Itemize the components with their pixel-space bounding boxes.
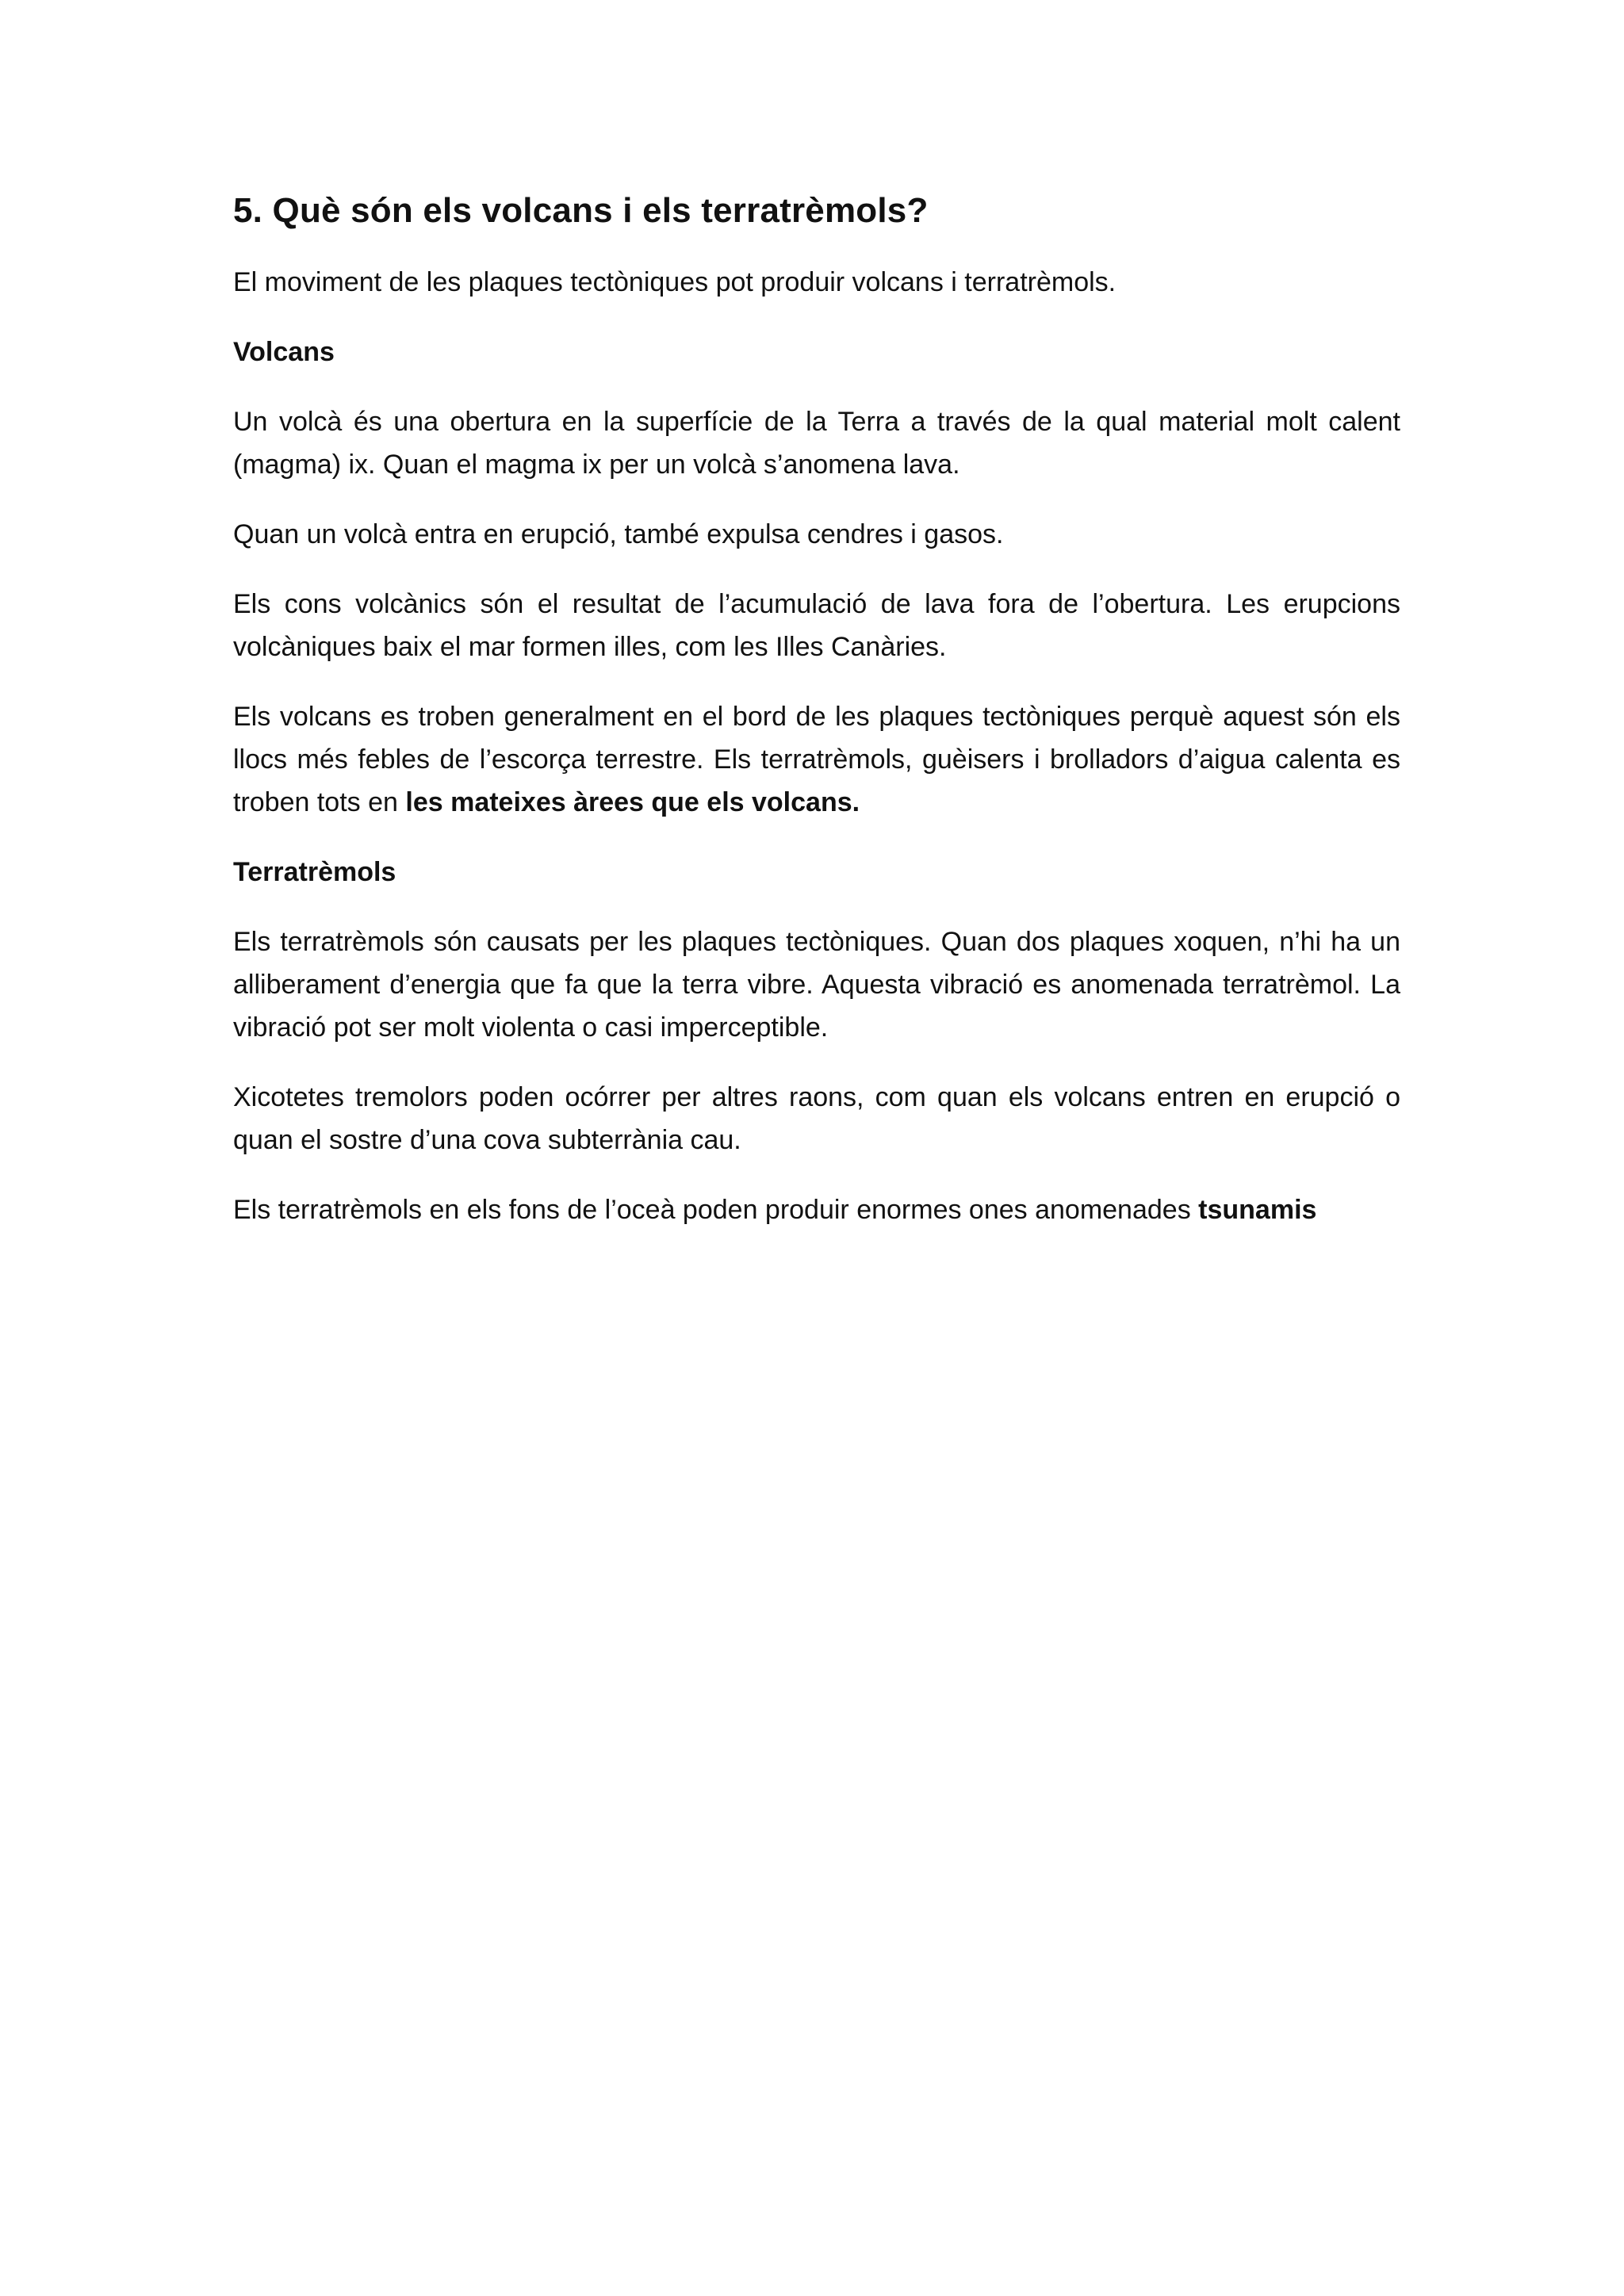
terratremols-paragraph-3-text: Els terratrèmols en els fons de l’oceà poden produir enormes ones anomenades	[233, 1195, 1199, 1225]
volcans-paragraph-4-emphasis: les mateixes àrees que els volcans.	[405, 787, 860, 817]
volcans-paragraph-2: Quan un volcà entra en erupció, també expulsa cendres i gasos.	[233, 519, 1004, 549]
terratremols-paragraph-1: Els terratrèmols són causats per les plaques tectòniques. Quan dos plaques xoquen, n’hi ha un alliberament d’energia que fa que la terra vibre. Aquesta vibració es anomenada terratrèmol. La vibració pot ser molt violenta o casi imperceptible.	[233, 927, 1400, 1043]
volcans-paragraph-1: Un volcà és una obertura en la superfície de la Terra a través de la qual material molt calent (magma) ix. Quan el magma ix per un volcà s’anomena lava.	[233, 407, 1400, 480]
terratremols-paragraph-2: Xicotetes tremolors poden ocórrer per altres raons, com quan els volcans entren en erupció o quan el sostre d’una cova subterrània cau.	[233, 1082, 1400, 1155]
intro-paragraph: El moviment de les plaques tectòniques pot produir volcans i terratrèmols.	[233, 267, 1116, 297]
volcans-paragraph-4-text: Els volcans es troben generalment en el bord de les plaques tectòniques perquè aquest són els llocs més febles de l’escorça terrestre. Els terratrèmols, guèisers i brolladors d’aigua calenta es troben tots en	[233, 702, 1400, 817]
terratremols-heading: Terratrèmols	[233, 857, 396, 887]
document-body	[233, 189, 1400, 1258]
tsunamis-emphasis: tsunamis	[1198, 1195, 1317, 1225]
page-title: 5. Què són els volcans i els terratrèmols?	[233, 191, 929, 230]
volcans-heading: Volcans	[233, 337, 335, 367]
volcans-paragraph-4	[233, 695, 1400, 824]
volcans-paragraph-3: Els cons volcànics són el resultat de l’acumulació de lava fora de l’obertura. Les erupcions volcàniques baix el mar formen illes, com les Illes Canàries.	[233, 589, 1400, 662]
terratremols-paragraph-3	[233, 1188, 1400, 1231]
